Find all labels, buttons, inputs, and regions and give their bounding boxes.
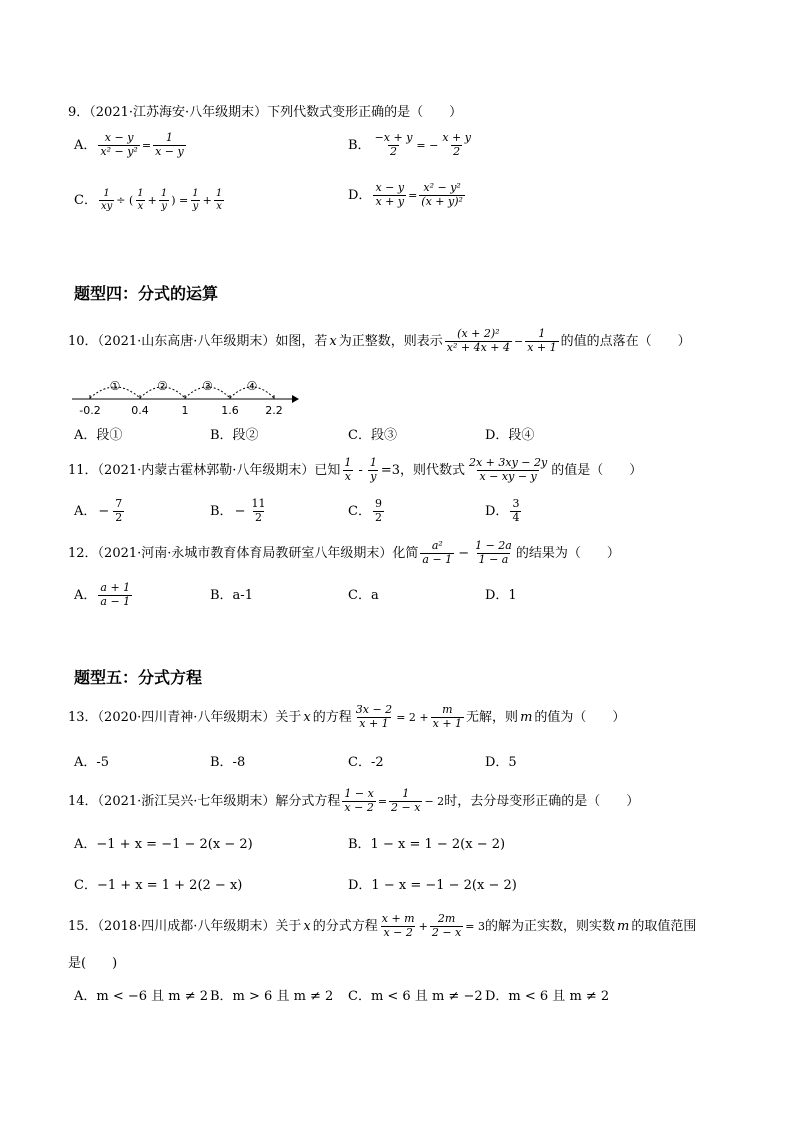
- tick-label: 1.6: [221, 404, 239, 417]
- segment-label: ①: [109, 379, 121, 393]
- q14-option-a[interactable]: A．−1 + x = −1 − 2(x − 2): [74, 837, 253, 852]
- tick-label: 1: [181, 404, 189, 417]
- q13-option-c[interactable]: C．-2: [348, 755, 384, 770]
- q10-option-a[interactable]: A．段①: [74, 428, 123, 443]
- fraction: $\frac{1}{x + 1}$: [527, 327, 557, 354]
- fraction: $\frac{1}{x - y}$: [155, 131, 184, 158]
- q12-option-a[interactable]: A． $\frac{a + 1}{a - 1}$: [74, 581, 131, 608]
- q15-option-a[interactable]: A．m < −6 且 m ≠ 2: [74, 989, 209, 1004]
- q11-option-a[interactable]: A． − $\frac{7}{2}$: [74, 497, 123, 524]
- q11-option-d[interactable]: D． $\frac{3}{4}$: [485, 497, 520, 524]
- arrow-icon: [292, 395, 299, 403]
- fraction: $\frac{1}{y}$: [369, 456, 377, 483]
- tick-label: 0.4: [131, 404, 149, 417]
- fraction: $\frac{-x + y}{2}$: [374, 131, 413, 158]
- fraction: $\frac{2x + 3xy - 2y}{x - xy - y}$: [468, 456, 548, 483]
- fraction: $\frac{1 - x}{x - 2}$: [344, 787, 374, 814]
- fraction: $\frac{x + y}{2}$: [442, 131, 471, 158]
- section-heading-5: 题型五：分式方程: [74, 668, 203, 687]
- question-9-stem: 9．（2021·江苏海安·八年级期末）下列代数式变形正确的是（ ）: [68, 105, 463, 120]
- q12-option-c[interactable]: C．a: [348, 588, 379, 603]
- q9-option-c[interactable]: C． $\frac{1}{xy}$ ÷ ( $\frac{1}{x}$ + $\frac{1}{y}$ ) = $\frac{1}{y}$ + $\frac{1}{x}$: [74, 188, 223, 212]
- question-11-stem: 11．（2021·内蒙古霍林郭勒·八年级期末）已知 $\frac{1}{x}$ - $\frac{1}{y}$ =3，则代数式 $\frac{2x + 3xy - 2y}{x - xy - y}$ 的值是（ ）: [68, 456, 643, 483]
- q11-option-b[interactable]: B． − $\frac{11}{2}$: [210, 497, 266, 524]
- q13-option-b[interactable]: B．-8: [210, 755, 246, 770]
- option-label: C．: [74, 192, 97, 208]
- question-14-stem: 14．（2021·浙江吴兴·七年级期末）解分式方程 $\frac{1 - x}{x - 2}$ = $\frac{1}{2 - x}$ − 2 时，去分母变形正确的是（ ）: [68, 787, 640, 814]
- tick-label: -0.2: [79, 404, 101, 417]
- q13-option-d[interactable]: D．5: [485, 755, 517, 770]
- fraction: $\frac{1 - 2a}{1 - a}$: [475, 539, 512, 566]
- segment-label: ③: [202, 379, 213, 393]
- fraction: $\frac{x + m}{x - 2}$: [381, 912, 415, 939]
- q9-option-b[interactable]: B． $\frac{-x + y}{2}$ = − $\frac{x + y}{2}$: [348, 131, 471, 158]
- question-15-stem-line2: 是( ): [68, 956, 118, 971]
- fraction: $\frac{3x - 2}{x + 1}$: [355, 703, 393, 730]
- fraction: $\frac{x - y}{\text{x² − y²}}$: [100, 131, 138, 158]
- section-heading-4: 题型四：分式的运算: [74, 284, 219, 303]
- fraction: $\frac{\text{x² − y²}}{\text{(x + y)²}}$: [421, 181, 463, 208]
- q14-option-d[interactable]: D．1 − x = −1 − 2(x − 2): [348, 878, 517, 893]
- fraction: $\frac{1}{2 - x}$: [391, 787, 421, 814]
- fraction: $\frac{2m}{2 - x}$: [431, 912, 462, 939]
- option-label: D．: [348, 187, 372, 203]
- question-10-stem: 10．（2021·山东高唐·八年级期末）如图，若 x 为正整数，则表示 $\frac{\text{(x + 2)²}}{\text{x² + 4x + 4}}$ − $\frac{1}{x + 1}$ 的值的点落在（ ）: [68, 327, 691, 354]
- fraction: $\frac{m}{x + 1}$: [432, 703, 463, 730]
- q10-option-c[interactable]: C．段③: [348, 428, 397, 443]
- tick-label: 2.2: [265, 404, 283, 417]
- q9-option-a[interactable]: A． $\frac{x - y}{\text{x² − y²}}$ = $\frac{1}{x - y}$: [74, 131, 184, 158]
- q12-option-d[interactable]: D．1: [485, 588, 517, 603]
- q14-option-c[interactable]: C．−1 + x = 1 + 2(2 − x): [74, 878, 243, 893]
- q11-option-c[interactable]: C． $\frac{9}{2}$: [348, 497, 382, 524]
- fraction: $\frac{\text{(x + 2)²}}{\text{x² + 4x + 4}}$: [446, 327, 510, 354]
- q15-option-b[interactable]: B．m > 6 且 m ≠ 2: [210, 989, 334, 1004]
- q9-option-d[interactable]: D． $\frac{x - y}{x + y}$ = $\frac{\text{x² − y²}}{\text{(x + y)²}}$: [348, 181, 463, 208]
- q10-option-b[interactable]: B．段②: [210, 428, 259, 443]
- question-12-stem: 12．（2021·河南·永城市教育体育局教研室八年级期末）化简 $\frac{\text{a²}}{a - 1}$ − $\frac{1 - 2a}{1 - a}$ 的结果为（ ）: [68, 539, 620, 566]
- fraction: $\frac{1}{x}$: [344, 456, 352, 483]
- q15-option-d[interactable]: D．m < 6 且 m ≠ 2: [485, 989, 610, 1004]
- fraction: $\frac{x - y}{x + y}$: [375, 181, 405, 208]
- q14-option-b[interactable]: B．1 − x = 1 − 2(x − 2): [348, 837, 506, 852]
- q12-option-b[interactable]: B．a-1: [210, 588, 253, 603]
- q13-option-a[interactable]: A．-5: [74, 755, 110, 770]
- q10-option-d[interactable]: D．段④: [485, 428, 535, 443]
- question-13-stem: 13．（2020·四川青神·八年级期末）关于 x 的方程 $\frac{3x - 2}{x + 1}$ = 2 + $\frac{m}{x + 1}$ 无解，则 m 的值为（ ）: [68, 703, 626, 730]
- number-line: [70, 372, 300, 420]
- segment-label: ④: [246, 379, 258, 393]
- question-15-stem: 15．（2018·四川成都·八年级期末）关于 x 的分式方程 $\frac{x + m}{x - 2}$ + $\frac{2m}{2 - x}$ = 3 的解为正实数，则实数 m 的取值范围: [68, 912, 697, 939]
- option-label: A．: [74, 137, 97, 153]
- segment-label: ②: [157, 379, 168, 393]
- option-label: B．: [348, 137, 371, 153]
- fraction: $\frac{\text{a²}}{a - 1}$: [422, 539, 453, 566]
- q15-option-c[interactable]: C．m < 6 且 m ≠ −2: [348, 989, 483, 1004]
